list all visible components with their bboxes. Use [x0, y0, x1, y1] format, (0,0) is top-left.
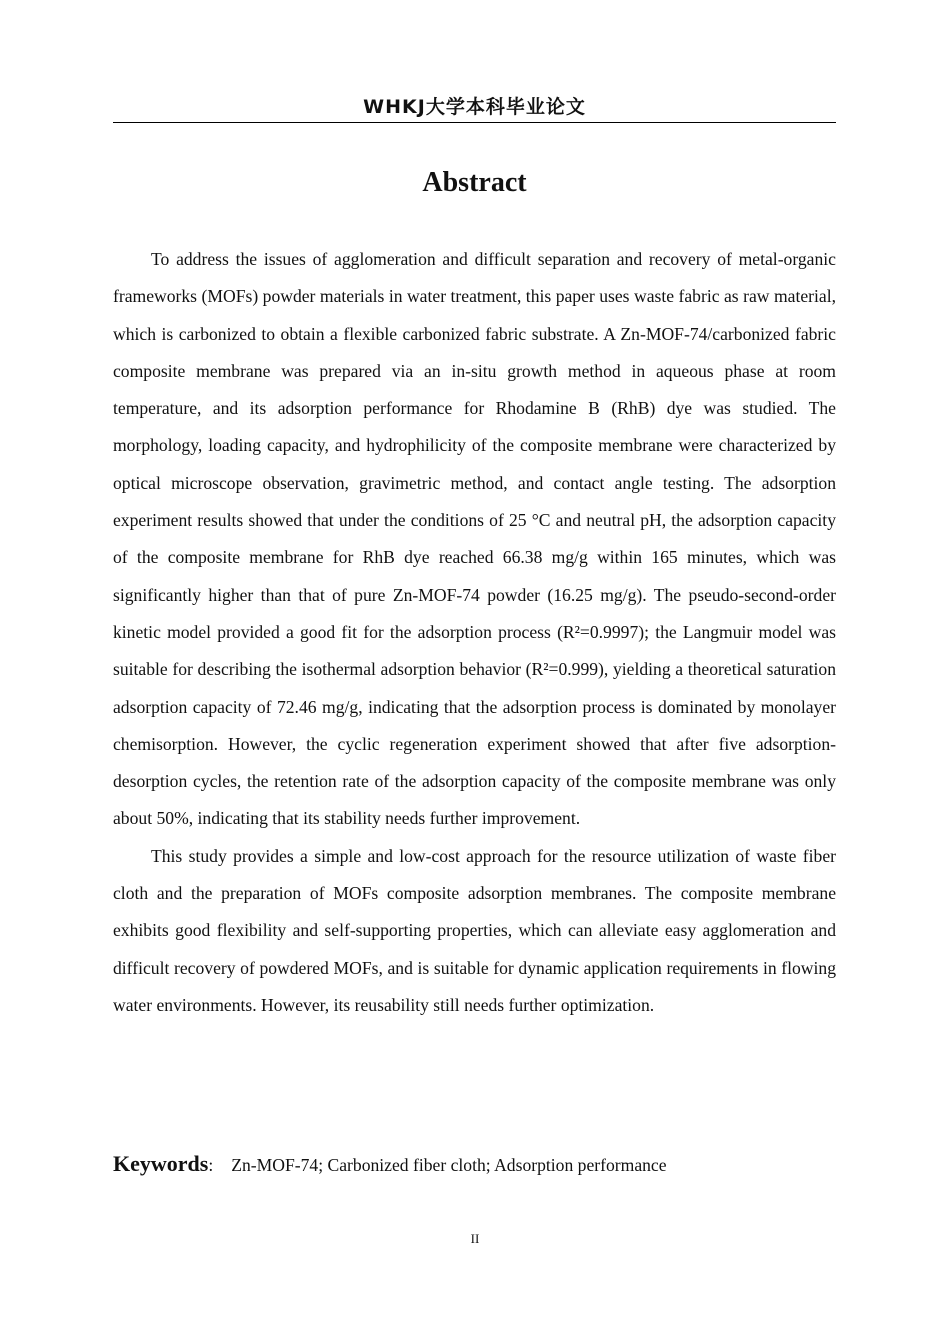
page-number: II [470, 1231, 480, 1246]
keywords-separator: : [208, 1155, 214, 1175]
abstract-title: Abstract [422, 167, 527, 198]
keywords-label: Keywords [113, 1151, 209, 1176]
keywords-value: Zn-MOF-74; Carbonized fiber cloth; Adsorption performance [231, 1155, 667, 1175]
abstract-paragraph-2: This study provides a simple and low-cost approach for the resource utilization of waste fiber cloth and the preparation of MOFs composite adsorption membranes. The composite membrane exhibits good flexibility and self-supporting properties, which can alleviate easy agglomeration and difficult recovery of powdered MOFs, and is suitable for dynamic application requirements in flowing water environments. However, its reusability still needs further optimization. [113, 845, 836, 1015]
header-text: WHKJ大学本科毕业论文 [363, 96, 586, 118]
keywords-line [113, 1148, 836, 1181]
abstract-body [113, 241, 836, 1024]
page-header [113, 92, 836, 123]
abstract-paragraph-1: To address the issues of agglomeration and difficult separation and recovery of metal-organic frameworks (MOFs) powder materials in water treatment, this paper uses waste fabric as raw material, which is carbonized to obtain a flexible carbonized fabric substrate. A Zn-MOF-74/carbonized fabric composite membrane was prepared via an in-situ growth method in aqueous phase at room temperature, and its adsorption performance for Rhodamine B (RhB) dye was studied. The morphology, loading capacity, and hydrophilicity of the composite membrane were characterized by optical microscope observation, gravimetric method, and contact angle testing. The adsorption experiment results showed that under the conditions of 25 °C and neutral pH, the adsorption capacity of the composite membrane for RhB dye reached 66.38 mg/g within 165 minutes, which was significantly higher than that of pure Zn-MOF-74 powder (16.25 mg/g). The pseudo-second-order kinetic model provided a good fit for the adsorption process (R²=0.9997); the Langmuir model was suitable for describing the isothermal adsorption behavior (R²=0.999), yielding a theoretical saturation adsorption capacity of 72.46 mg/g, indicating that the adsorption process is dominated by monolayer chemisorption. However, the cyclic regeneration experiment showed that after five adsorption-desorption cycles, the retention rate of the adsorption capacity of the composite membrane was only about 50%, indicating that its stability needs further improvement. [113, 249, 836, 829]
